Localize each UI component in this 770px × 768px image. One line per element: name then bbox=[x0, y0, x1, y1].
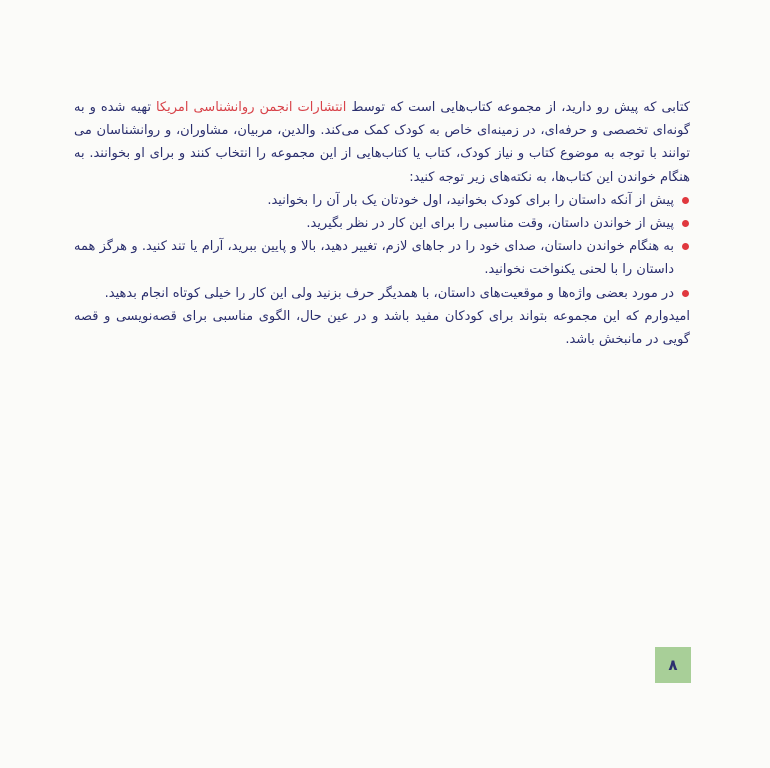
tips-list bbox=[74, 189, 690, 305]
page-body bbox=[74, 96, 690, 351]
tip-item: پیش از آنکه داستان را برای کودک بخوانید، اول خودتان یک بار آن را بخوانید. bbox=[74, 189, 690, 212]
intro-paragraph bbox=[74, 96, 690, 189]
intro-text-start: کتابی که پیش رو دارید، از مجموعه کتاب‌هایی است که توسط bbox=[346, 100, 690, 115]
tip-item: در مورد بعضی واژه‌ها و موقعیت‌های داستان، با همدیگر حرف بزنید ولی این کار را خیلی کوتاه انجام بدهید. bbox=[74, 282, 690, 305]
page-number: ۸ bbox=[655, 647, 691, 683]
closing-paragraph: امیدوارم که این مجموعه بتواند برای کودکان مفید باشد و در عین حال، الگوی مناسبی برای قصه‌نویسی و قصه گویی در مانبخش باشد. bbox=[74, 308, 690, 348]
publisher-name: انتشارات انجمن روانشناسی امریکا bbox=[155, 100, 347, 115]
tip-item: به هنگام خواندن داستان، صدای خود را در جاهای لازم، تغییر دهید، بالا و پایین ببرید، آرام یا تند کنید. و هرگز همه داستان را با لحنی یکنواخت نخوانید. bbox=[74, 235, 690, 281]
intro-text-end: تهیه شده و به گونه‌ای تخصصی و حرفه‌ای، در زمینه‌ای خاص به کودک کمک می‌کند. والدین، مربیان، مشاوران، و روانشناسان می توانند با توجه به موضوع کتاب و نیاز کودک، کتاب یا کتاب‌هایی از این مجموعه را انتخاب کنند و برای او بخوانند. به هنگام خواندن این کتاب‌ها، به نکته‌های زیر توجه کنید: bbox=[74, 100, 690, 185]
tip-item: پیش از خواندن داستان، وقت مناسبی را برای این کار در نظر بگیرید. bbox=[74, 212, 690, 235]
